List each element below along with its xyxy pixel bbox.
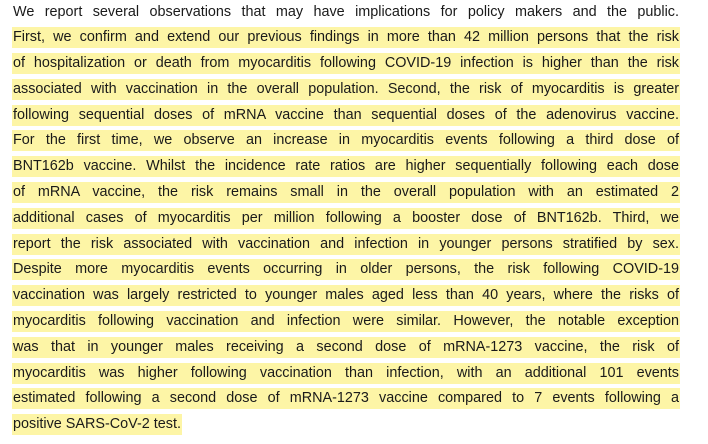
highlighted-line (12, 337, 680, 361)
highlighted-line (12, 79, 680, 103)
highlighted-text: vaccination was largely restricted to younger males aged less than 40 years, where the risks of (12, 285, 680, 306)
highlighted-text: of mRNA vaccine, the risk remains small in the overall population with an estimated 2 (12, 182, 680, 203)
highlighted-line (12, 27, 680, 51)
highlighted-text: myocarditis following vaccination and infection were similar. However, the notable exception (12, 311, 680, 332)
highlighted-text: additional cases of myocarditis per million following a booster dose of BNT162b. Third, we (12, 208, 680, 229)
highlighted-line (12, 259, 680, 283)
highlighted-text: positive SARS-CoV-2 test. (12, 414, 182, 435)
highlighted-line (12, 413, 680, 437)
highlighted-line (12, 234, 680, 258)
highlighted-text: was that in younger males receiving a second dose of mRNA-1273 vaccine, the risk of (12, 337, 680, 358)
highlighted-line (12, 285, 680, 309)
highlighted-text: of hospitalization or death from myocarditis following COVID-19 infection is higher than the risk (12, 53, 680, 74)
document-paragraph (12, 0, 680, 437)
text-line (12, 2, 680, 26)
highlighted-text: report the risk associated with vaccination and infection in younger persons stratified by sex. (12, 234, 680, 255)
highlighted-text: BNT162b vaccine. Whilst the incidence rate ratios are higher sequentially following each dose (12, 156, 680, 177)
highlighted-text: following sequential doses of mRNA vaccine than sequential doses of the adenovirus vaccine. (12, 105, 680, 126)
text-line-content: We report several observations that may have implications for policy makers and the public. (13, 3, 679, 20)
highlighted-text: myocarditis was higher following vaccination than infection, with an additional 101 events (12, 363, 680, 384)
highlighted-line (12, 311, 680, 335)
highlighted-text: First, we confirm and extend our previous findings in more than 42 million persons that the risk (12, 27, 680, 48)
highlighted-line (12, 208, 680, 232)
highlighted-text: estimated following a second dose of mRNA-1273 vaccine compared to 7 events following a (12, 388, 680, 409)
highlighted-line (12, 182, 680, 206)
highlighted-line (12, 363, 680, 387)
highlighted-line (12, 130, 680, 154)
highlighted-text: Despite more myocarditis events occurring in older persons, the risk following COVID-19 (12, 259, 680, 280)
highlighted-text: associated with vaccination in the overall population. Second, the risk of myocarditis is greater (12, 79, 680, 100)
highlighted-line (12, 53, 680, 77)
highlighted-line (12, 105, 680, 129)
highlighted-text: For the first time, we observe an increase in myocarditis events following a third dose of (12, 130, 680, 151)
highlighted-line (12, 388, 680, 412)
highlighted-line (12, 156, 680, 180)
